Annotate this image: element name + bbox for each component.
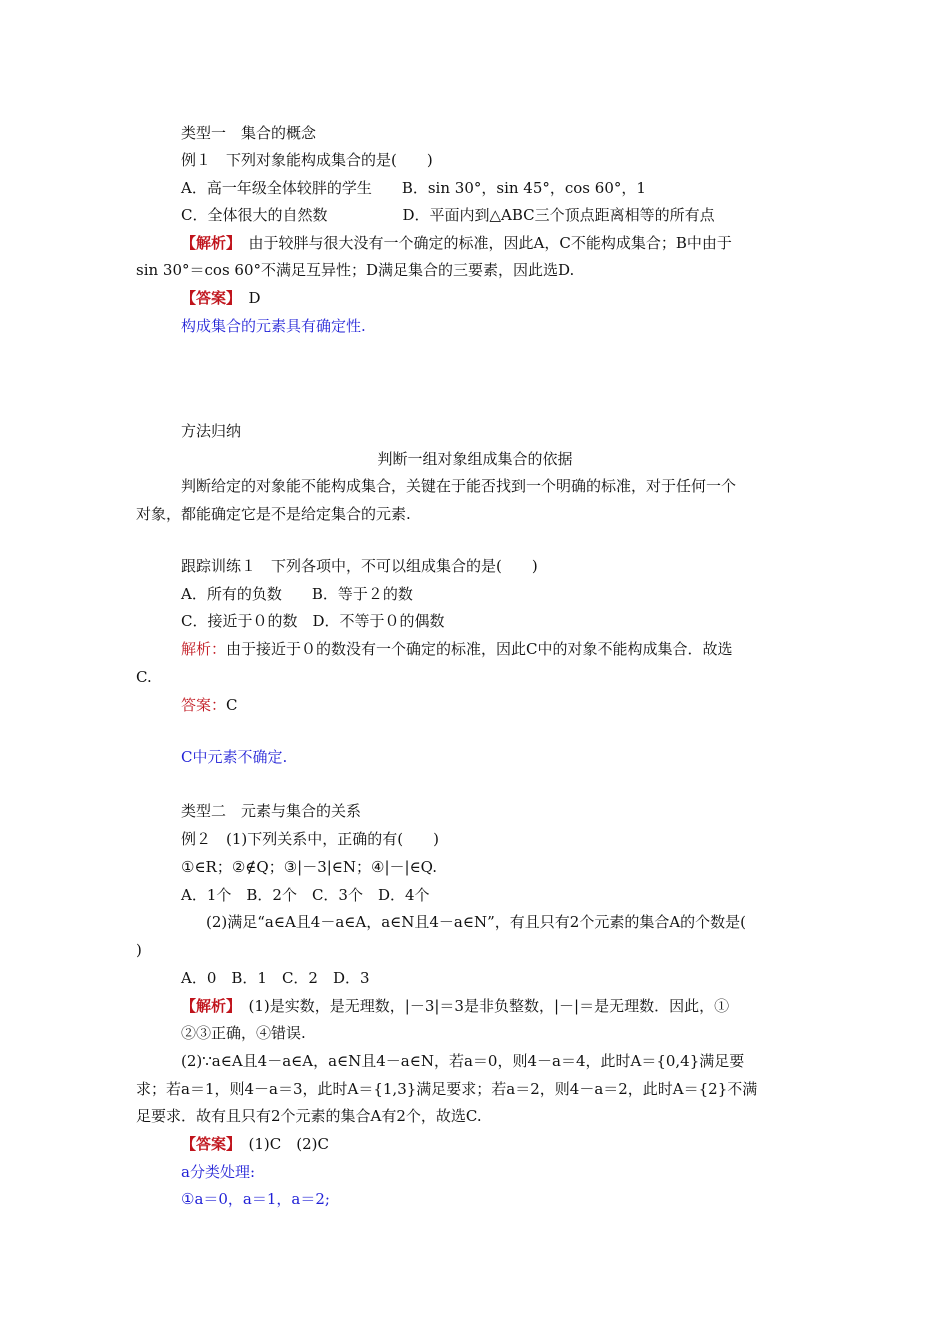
practice1-answer-value: C bbox=[226, 696, 238, 714]
section-heading-type2: 类型二 元素与集合的关系 bbox=[181, 802, 362, 820]
example2-answer-label: 【答案】 bbox=[181, 1135, 234, 1153]
analysis-label: 【解析】 bbox=[181, 234, 234, 252]
practice1-note: C中元素不确定. bbox=[181, 748, 288, 766]
practice1-options-row2: C．接近于０的数 D．不等于０的偶数 bbox=[181, 612, 445, 630]
example2-options: A．1个 B．2个 C．3个 D．4个 bbox=[181, 886, 430, 904]
practice1-answer-label: 答案： bbox=[181, 696, 227, 714]
answer-value: D bbox=[233, 289, 261, 307]
method-heading: 方法归纳 bbox=[181, 422, 242, 440]
example1-analysis-line2: sin 30°＝cos 60°不满足互异性；D满足集合的三要素，因此选D. bbox=[136, 261, 575, 279]
analysis-text: 由于较胖与很大没有一个确定的标准，因此A，C不能构成集合；B中由于 bbox=[233, 234, 732, 252]
practice1-analysis-text: 由于接近于０的数没有一个确定的标准，因此C中的对象不能构成集合．故选 bbox=[226, 640, 733, 658]
example2-part2-options: A．0 B．1 C．2 D．3 bbox=[181, 969, 370, 987]
example2-analysis-line2: ②③正确，④错误. bbox=[181, 1024, 306, 1042]
example1-question: 例１ 下列对象能构成集合的是( ) bbox=[181, 151, 433, 169]
answer-label: 【答案】 bbox=[181, 289, 234, 307]
example2-question: 例２ (1)下列关系中，正确的有( ) bbox=[181, 830, 439, 848]
practice1-analysis-line1 bbox=[181, 638, 733, 660]
example2-analysis2-line3: 足要求．故有且只有2个元素的集合A有2个，故选C. bbox=[136, 1107, 482, 1125]
example1-options-row1: A．高一年级全体较胖的学生 B．sin 30°，sin 45°，cos 60°，1 bbox=[181, 179, 646, 197]
example1-options-row2: C．全体很大的自然数 D．平面内到△ABC三个顶点距离相等的所有点 bbox=[181, 206, 715, 224]
example2-note-line2: ①a＝0，a＝1，a＝2; bbox=[181, 1190, 330, 1208]
example2-analysis2-line2: 求；若a＝1，则4－a＝3，此时A＝{1,3}满足要求；若a＝2，则4－a＝2，此时A＝{2}不满 bbox=[136, 1080, 758, 1098]
example2-answer bbox=[181, 1133, 329, 1155]
example2-part2-line2: ) bbox=[136, 941, 142, 959]
method-title: 判断一组对象组成集合的依据 bbox=[377, 450, 573, 468]
example2-analysis-text: (1)是实数，是无理数，|－3|＝3是非负整数，|－|＝是无理数．因此，① bbox=[233, 997, 730, 1015]
practice1-analysis-line2: C. bbox=[136, 668, 152, 686]
method-body-line2: 对象，都能确定它是不是给定集合的元素. bbox=[136, 505, 411, 523]
example1-analysis-line1 bbox=[181, 232, 732, 254]
example2-answer-value: (1)C (2)C bbox=[233, 1135, 329, 1153]
practice1-answer bbox=[181, 694, 238, 716]
practice1-analysis-label: 解析： bbox=[181, 640, 227, 658]
method-body-line1: 判断给定的对象能不能构成集合，关键在于能否找到一个明确的标准，对于任何一个 bbox=[181, 477, 737, 495]
example2-analysis-line1 bbox=[181, 995, 729, 1017]
example2-relations: ①∈R；②∉Q；③|－3|∈N；④|－|∈Q. bbox=[181, 858, 437, 876]
example1-answer bbox=[181, 287, 261, 309]
practice1-question: 跟踪训练１ 下列各项中，不可以组成集合的是( ) bbox=[181, 557, 538, 575]
example2-note-line1: a分类处理: bbox=[181, 1163, 255, 1181]
example2-analysis-label: 【解析】 bbox=[181, 997, 234, 1015]
example1-note: 构成集合的元素具有确定性. bbox=[181, 317, 366, 335]
example2-part2-line1: (2)满足“a∈A且4－a∈A，a∈N且4－a∈N”，有且只有2个元素的集合A的个数是( bbox=[206, 913, 747, 931]
practice1-options-row1: A．所有的负数 B．等于２的数 bbox=[181, 585, 413, 603]
section-heading-type1: 类型一 集合的概念 bbox=[181, 124, 317, 142]
example2-analysis2-line1: (2)∵a∈A且4－a∈A，a∈N且4－a∈N，若a＝0，则4－a＝4，此时A＝{0,4}满足要 bbox=[181, 1052, 745, 1070]
